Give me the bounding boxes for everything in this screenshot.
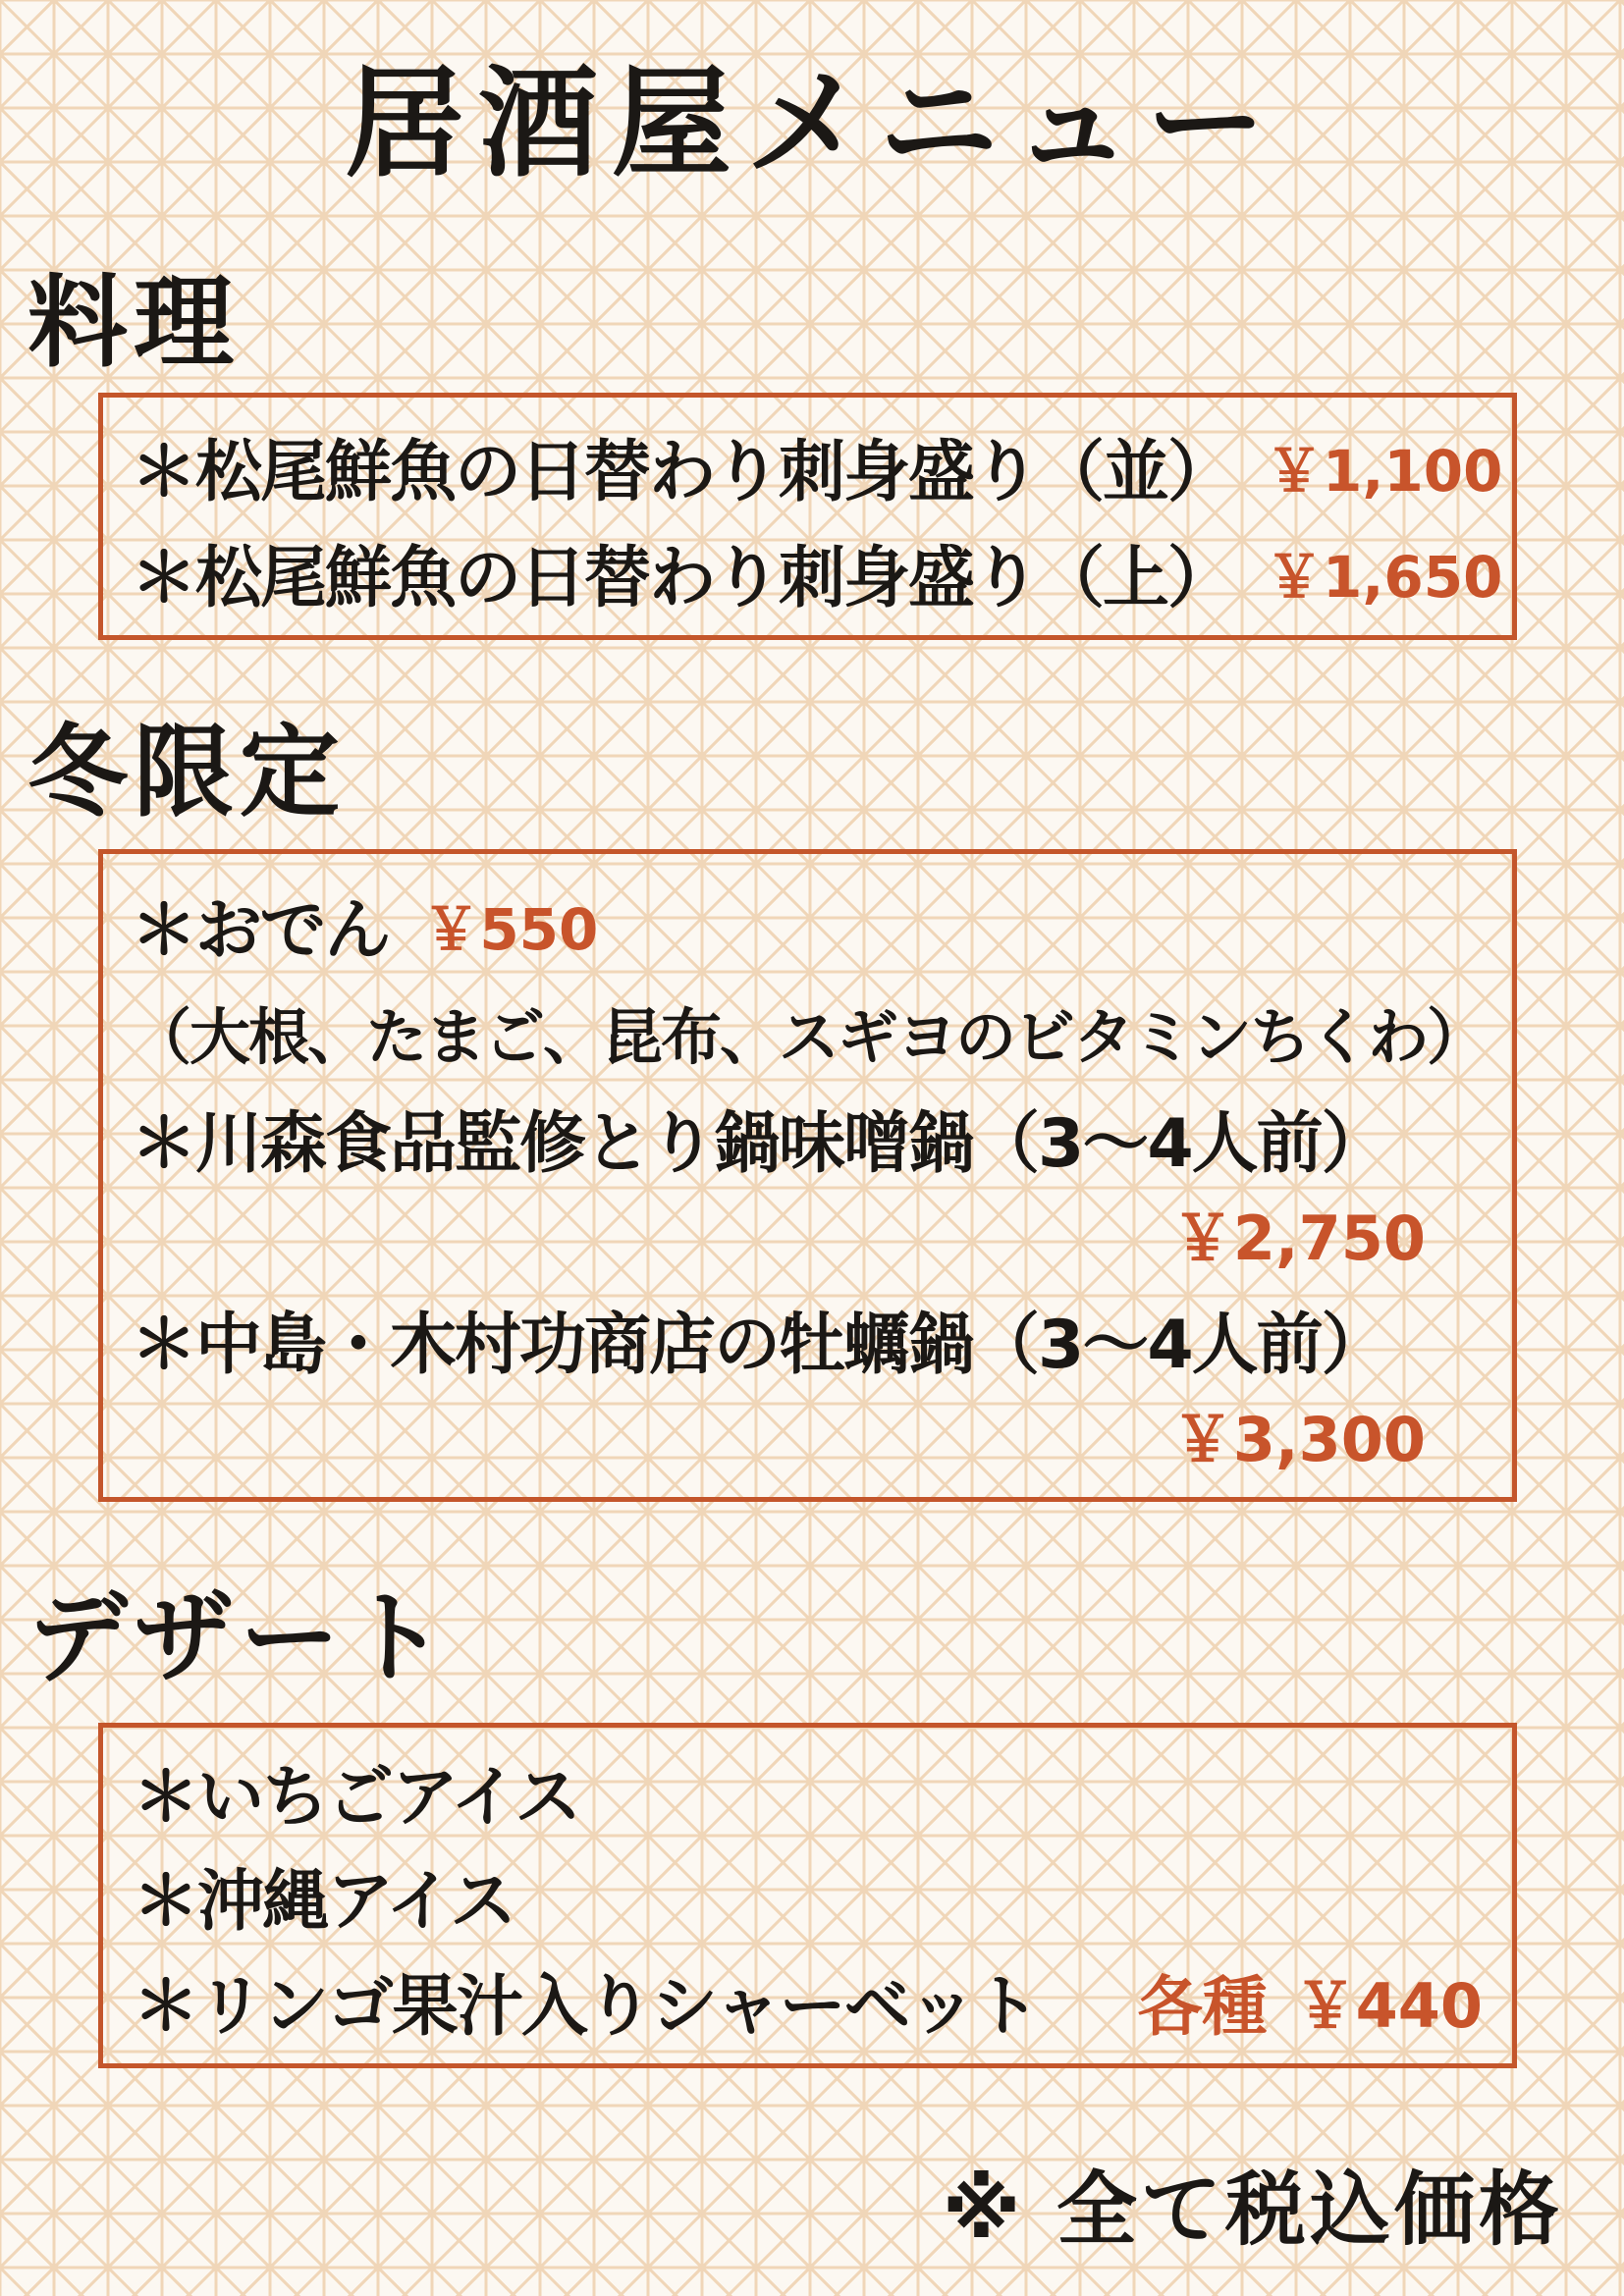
menu-item-sashimi-regular bbox=[131, 419, 1503, 514]
page-title: 居酒屋メニュー bbox=[345, 54, 1279, 193]
tori-nabe-price-row bbox=[131, 1192, 1483, 1286]
dessert-box bbox=[98, 1723, 1517, 2068]
menu-item-strawberry-ice bbox=[133, 1744, 1483, 1840]
menu-item-kaki-nabe bbox=[131, 1286, 1483, 1393]
dessert-group-price bbox=[1138, 1954, 1483, 2048]
dishes-box bbox=[98, 393, 1517, 640]
group-price-label: 各種 bbox=[1137, 1969, 1268, 2046]
menu-item-name: ＊いちごアイス bbox=[133, 1758, 580, 1837]
menu-item-name: ＊松尾鮮魚の日替わり刺身盛り（上） bbox=[131, 539, 1233, 617]
menu-item-note: （大根、たまご、昆布、スギヨのビタミンちくわ） bbox=[131, 1000, 1487, 1073]
kaki-nabe-price-row bbox=[131, 1393, 1483, 1487]
tax-included-note: ※ 全て税込価格 bbox=[942, 2163, 1563, 2257]
menu-item-name: ＊松尾鮮魚の日替わり刺身盛り（並） bbox=[131, 433, 1233, 511]
menu-item-name: ＊おでん bbox=[131, 891, 390, 970]
group-price-value: ￥440 bbox=[1294, 1970, 1483, 2043]
menu-item-price: ￥550 bbox=[422, 896, 599, 964]
section-heading-dishes: 料理 bbox=[27, 265, 240, 382]
menu-item-price: ￥1,650 bbox=[1266, 544, 1503, 611]
menu-item-name: ＊沖縄アイス bbox=[133, 1863, 515, 1942]
menu-item-sashimi-premium bbox=[131, 525, 1503, 620]
menu-item-price: ￥2,750 bbox=[1171, 1202, 1426, 1275]
menu-item-okinawa-ice bbox=[133, 1848, 1483, 1944]
menu-item-oden bbox=[131, 872, 1483, 979]
section-heading-winter-limited: 冬限定 bbox=[27, 715, 346, 831]
winter-limited-box bbox=[98, 849, 1517, 1502]
menu-item-name: ＊川森食品監修とり鍋味噌鍋（3～4人前） bbox=[131, 1105, 1386, 1184]
menu-item-name: ＊中島・木村功商店の牡蠣鍋（3～4人前） bbox=[131, 1307, 1386, 1385]
menu-item-name: ＊リンゴ果汁入りシャーベット bbox=[133, 1968, 1039, 2047]
section-heading-dessert: デザート bbox=[27, 1580, 452, 1697]
menu-item-tori-nabe bbox=[131, 1086, 1483, 1193]
menu-item-price: ￥3,300 bbox=[1171, 1404, 1426, 1475]
menu-item-price: ￥1,100 bbox=[1266, 438, 1503, 505]
menu-item-apple-sherbet-row bbox=[133, 1953, 1483, 2049]
oden-ingredients-note bbox=[131, 979, 1487, 1086]
